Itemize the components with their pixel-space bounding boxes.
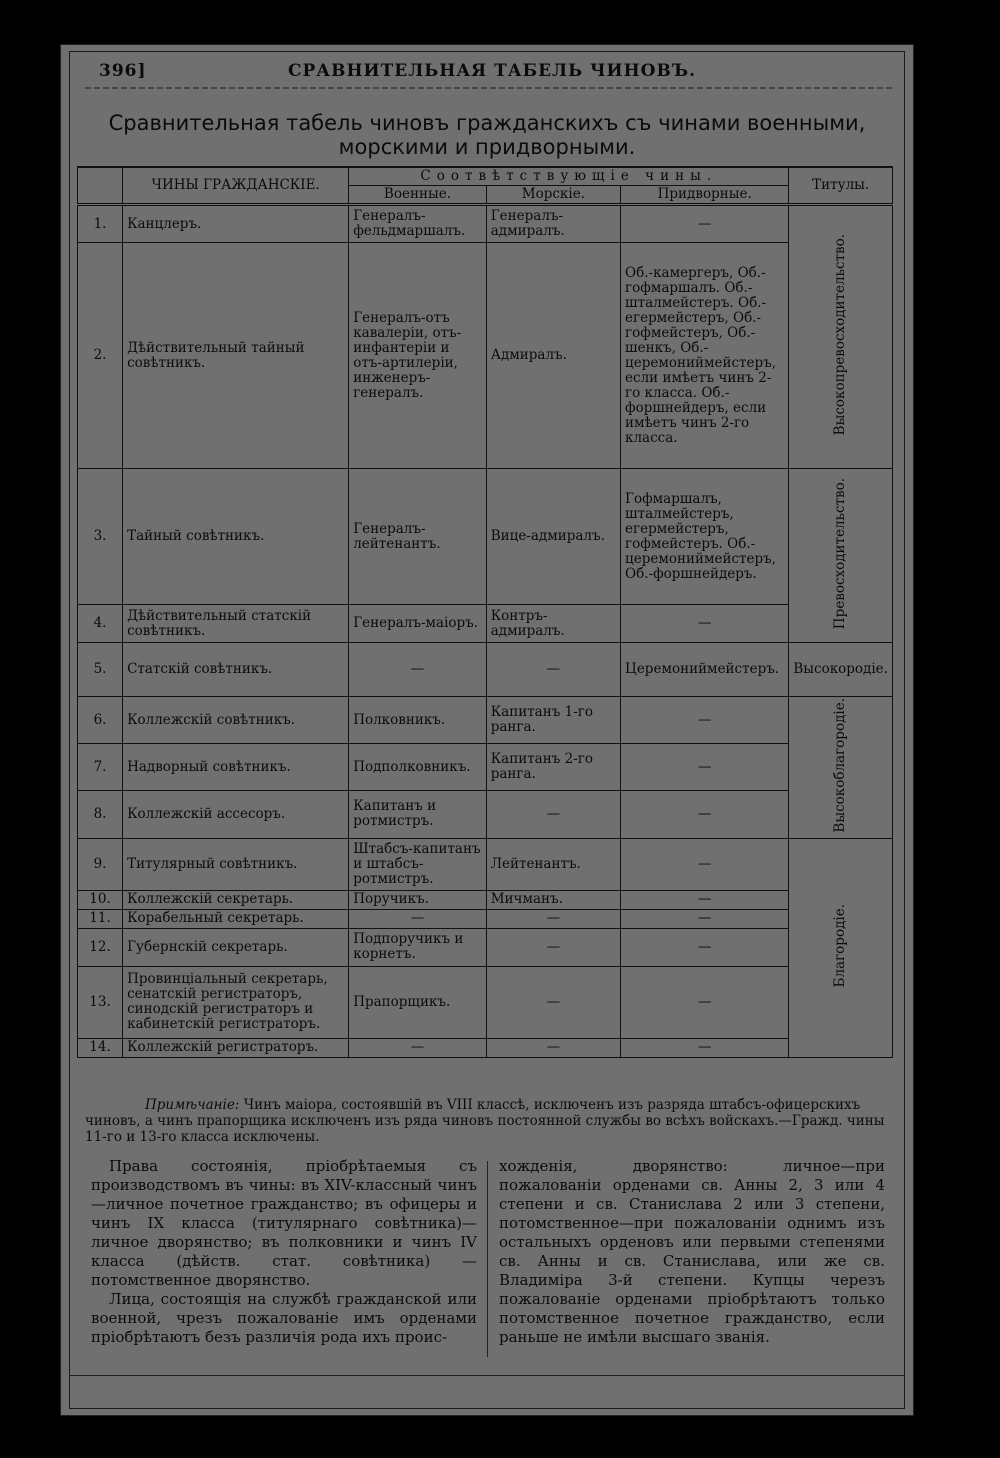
bottom-rule xyxy=(69,1375,905,1376)
ranks-table xyxy=(77,166,893,1058)
court-rank: — xyxy=(621,1038,789,1057)
rank-number: 13. xyxy=(78,966,123,1038)
naval-rank: Капитанъ 1-го ранга. xyxy=(486,697,620,744)
naval-rank: Адмиралъ. xyxy=(486,243,620,469)
title-text: Высокоблагородіе. xyxy=(832,698,849,833)
header-ornament-rule xyxy=(85,87,893,89)
military-rank: Поручикъ. xyxy=(349,890,487,909)
court-rank: Гофмаршалъ, шталмейстеръ, егермейстеръ, гофмейстеръ. Об.-церемониймейстеръ, Об.-форшнейдеръ. xyxy=(621,469,789,605)
table-row xyxy=(78,890,893,909)
paragraph: Права состоянія, пріобрѣтаемыя съ производствомъ въ чины: въ XIV-классный чинъ—личное почетное гражданство; въ офицеры и чинъ IX класса (титулярнаго совѣтника)—личное дворянство; въ полковники и чинъ IV класса (дѣйств. стат. совѣтника) — потомственное дворянство. xyxy=(91,1157,477,1289)
civil-rank: Титулярный совѣтникъ. xyxy=(123,838,349,890)
table-row xyxy=(78,909,893,928)
body-text xyxy=(91,1157,891,1367)
running-title: СРАВНИТЕЛЬНАЯ ТАБЕЛЬ ЧИНОВЪ. xyxy=(287,61,697,81)
title-text: Благородіе. xyxy=(832,903,849,988)
naval-rank: Капитанъ 2-го ранга. xyxy=(486,744,620,791)
header-civil-ranks: ЧИНЫ ГРАЖДАНСКІЕ. xyxy=(123,167,349,205)
title-cell xyxy=(789,205,893,469)
military-rank: — xyxy=(349,909,487,928)
table-row xyxy=(78,605,893,643)
military-rank: Прапорщикъ. xyxy=(349,966,487,1038)
title-cell: Высокородіе. xyxy=(789,643,893,697)
court-rank: — xyxy=(621,928,789,966)
naval-rank: — xyxy=(486,643,620,697)
table-row xyxy=(78,966,893,1038)
rank-number: 2. xyxy=(78,243,123,469)
naval-rank: Вице-адмиралъ. xyxy=(486,469,620,605)
court-rank: — xyxy=(621,909,789,928)
rank-number: 9. xyxy=(78,838,123,890)
column-divider xyxy=(487,1161,488,1357)
civil-rank: Губернскій секретарь. xyxy=(123,928,349,966)
court-rank: — xyxy=(621,791,789,838)
table-row xyxy=(78,469,893,605)
naval-rank: — xyxy=(486,928,620,966)
naval-rank: Мичманъ. xyxy=(486,890,620,909)
military-rank: Капитанъ и ротмистръ. xyxy=(349,791,487,838)
court-rank: — xyxy=(621,890,789,909)
civil-rank: Дѣйствительный тайный совѣтникъ. xyxy=(123,243,349,469)
civil-rank: Корабельный секретарь. xyxy=(123,909,349,928)
civil-rank: Провинціальный секретарь, сенатскій регистраторъ, синодскій регистраторъ и кабинетскій регистраторъ. xyxy=(123,966,349,1038)
civil-rank: Коллежскій регистраторъ. xyxy=(123,1038,349,1057)
table-row xyxy=(78,243,893,469)
table-row xyxy=(78,697,893,744)
court-rank: — xyxy=(621,744,789,791)
footnote-label: Примѣчаніе: xyxy=(145,1097,240,1113)
military-rank: Штабсъ-капитанъ и штабсъ-ротмистръ. xyxy=(349,838,487,890)
table-footnote xyxy=(85,1097,889,1145)
court-rank: — xyxy=(621,838,789,890)
rank-number: 11. xyxy=(78,909,123,928)
rank-number: 14. xyxy=(78,1038,123,1057)
civil-rank: Тайный совѣтникъ. xyxy=(123,469,349,605)
header-number-cell xyxy=(78,167,123,205)
court-rank: — xyxy=(621,205,789,243)
header-naval: Морскіе. xyxy=(486,186,620,205)
naval-rank: — xyxy=(486,1038,620,1057)
table-row xyxy=(78,205,893,243)
military-rank: Полковникъ. xyxy=(349,697,487,744)
naval-rank: — xyxy=(486,791,620,838)
title-cell xyxy=(789,469,893,643)
paragraph: хожденія, дворянство: личное—при пожалованіи орденами св. Анны 2, 3 или 4 степени и св. Станислава 2 или 3 степени, потомственное—при пожалованіи однимъ изъ остальныхъ орденовъ или первыми степенями св. Анны и св. Станислава, или же св. Владиміра 3-й степени. Купцы черезъ пожалованіе орденами пріобрѣтаютъ только потомственное почетное гражданство, если раньше не имѣли высшаго званія. xyxy=(499,1157,885,1346)
table-row xyxy=(78,838,893,890)
rank-number: 4. xyxy=(78,605,123,643)
naval-rank: Лейтенантъ. xyxy=(486,838,620,890)
civil-rank: Дѣйствительный статскій совѣтникъ. xyxy=(123,605,349,643)
header-titles: Титулы. xyxy=(789,167,893,205)
naval-rank: — xyxy=(486,966,620,1038)
military-rank: — xyxy=(349,1038,487,1057)
table-row xyxy=(78,791,893,838)
military-rank: Генералъ-маіоръ. xyxy=(349,605,487,643)
rank-number: 8. xyxy=(78,791,123,838)
civil-rank: Канцлеръ. xyxy=(123,205,349,243)
court-rank: — xyxy=(621,966,789,1038)
title-text: Превосходительство. xyxy=(832,477,849,630)
footnote-text: Чинъ маіора, состоявшій въ VIII классѣ, исключенъ изъ разряда штабсъ-офицерскихъ чиновъ, а чинъ прапорщика исключенъ изъ ряда чиновъ постоянной службы во всѣхъ войскахъ.—Гражд. чины 11-го и 13-го класса исключены. xyxy=(85,1097,885,1145)
civil-rank: Коллежскій совѣтникъ. xyxy=(123,697,349,744)
table-title: Сравнительная табель чиновъ гражданскихъ съ чинами военными, морскими и придворными. xyxy=(108,111,866,159)
paragraph: Лица, состоящія на службѣ гражданской или военной, чрезъ пожалованіе имъ орденами пріобрѣтаютъ безъ различія рода ихъ проис- xyxy=(91,1290,477,1346)
left-column xyxy=(91,1157,477,1347)
military-rank: Подполковникъ. xyxy=(349,744,487,791)
title-cell xyxy=(789,838,893,1057)
civil-rank: Надворный совѣтникъ. xyxy=(123,744,349,791)
table-row xyxy=(78,928,893,966)
naval-rank: Контръ-адмиралъ. xyxy=(486,605,620,643)
military-rank: Генералъ-фельдмаршалъ. xyxy=(349,205,487,243)
military-rank: Генералъ-лейтенантъ. xyxy=(349,469,487,605)
civil-rank: Коллежскій секретарь. xyxy=(123,890,349,909)
rank-number: 1. xyxy=(78,205,123,243)
right-column xyxy=(499,1157,885,1347)
rank-number: 5. xyxy=(78,643,123,697)
table-row xyxy=(78,643,893,697)
page-number: 396] xyxy=(99,61,147,81)
military-rank: Подпоручикъ и корнетъ. xyxy=(349,928,487,966)
military-rank: Генералъ-отъ кавалеріи, отъ-инфантеріи и отъ-артилеріи, инженеръ-генералъ. xyxy=(349,243,487,469)
title-cell xyxy=(789,697,893,839)
court-rank: Об.-камергеръ, Об.-гофмаршалъ. Об.-шталмейстеръ. Об.-егермейстеръ, Об.-гофмейстеръ, Об.-шенкъ, Об.-церемониймейстеръ, если имѣетъ чинъ 2-го класса. Об.-форшнейдеръ, если имѣетъ чинъ 2-го класса. xyxy=(621,243,789,469)
naval-rank: Генералъ-адмиралъ. xyxy=(486,205,620,243)
table-row xyxy=(78,1038,893,1057)
civil-rank: Коллежскій ассесоръ. xyxy=(123,791,349,838)
rank-number: 3. xyxy=(78,469,123,605)
page-header xyxy=(91,57,893,87)
title-text: Высокопревосходительство. xyxy=(832,234,849,436)
naval-rank: — xyxy=(486,909,620,928)
rank-number: 7. xyxy=(78,744,123,791)
rank-number: 6. xyxy=(78,697,123,744)
civil-rank: Статскій совѣтникъ. xyxy=(123,643,349,697)
court-rank: Церемониймейстеръ. xyxy=(621,643,789,697)
table-row xyxy=(78,744,893,791)
header-military: Военные. xyxy=(349,186,487,205)
header-court: Придворные. xyxy=(621,186,789,205)
military-rank: — xyxy=(349,643,487,697)
book-page xyxy=(60,44,914,1416)
header-corresponding-ranks: Соотвѣтствующіе чины. xyxy=(349,167,789,186)
rank-number: 12. xyxy=(78,928,123,966)
rank-number: 10. xyxy=(78,890,123,909)
court-rank: — xyxy=(621,697,789,744)
court-rank: — xyxy=(621,605,789,643)
